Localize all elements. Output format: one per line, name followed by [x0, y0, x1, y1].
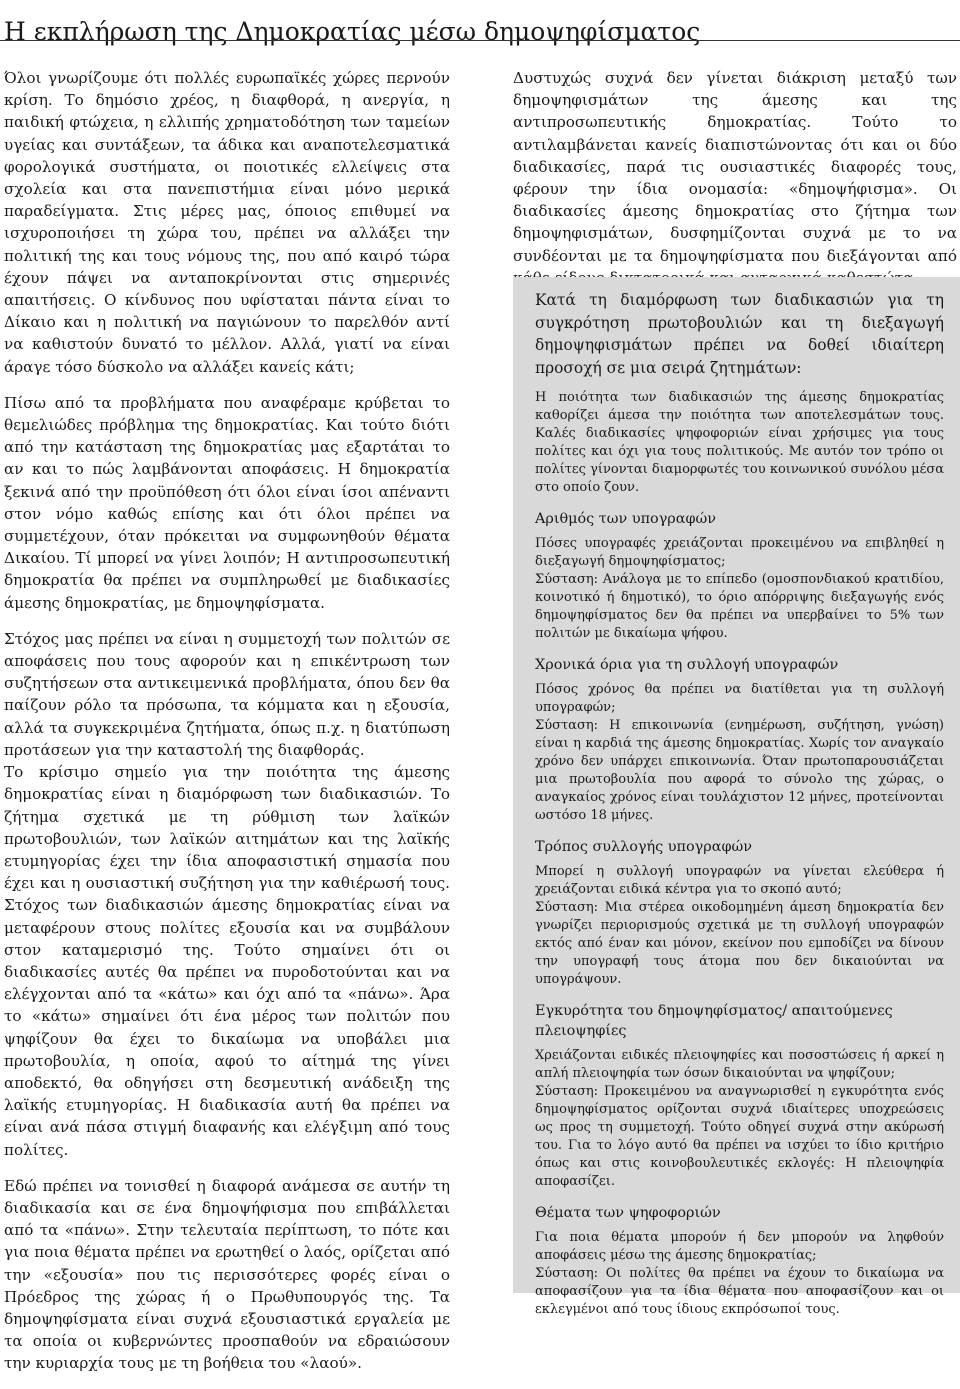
box-section-body: Μπορεί η συλλογή υπογραφών να γίνεται ελεύθερα ή χρειάζονται ειδικά κέντρα για το σκοπό αυτό; Σύσταση: Μια στέρεα οικοδομημένη άμεση δημοκρατία δεν γνωρίζει περιορισμούς σχετικά με τη συλλογή υπογραφών εκτός από έναν και μόνον, εκείνον που εμποδίζει να δίνουν την υπογραφή τους άτομα που δεν δικαιούνται να υπογράψουν. [535, 864, 944, 987]
right-paragraph-1: Δυστυχώς συχνά δεν γίνεται διάκριση μεταξύ των δημοψηφισμάτων της άμεσης και της αντιπροσωπευτικής δημοκρατίας. Τούτο το αντιλαμβάνεται κανείς διαπιστώνοντας ότι και οι δύο διαδικασίες, παρά τις ουσιαστικές διαφορές τους, φέρουν την ίδια ονομασία: «δημοψήφισμα». Οι διαδικασίες άμεσης δημοκρατίας στο ζήτημα των δημοψηφισμάτων, δυσφημίζονται συχνά με το να συνδέονται με τα δημοψηφίσματα που διεξάγονται από [513, 69, 957, 265]
page-title: Η εκπλήρωση της Δημοκρατίας μέσω δημοψηφίσματος [4, 16, 701, 46]
box-section-body: Πόσες υπογραφές χρειάζονται προκειμένου να επιβληθεί η διεξαγωγή δημοψηφίσματος; Σύσταση: Ανάλογα με το επίπεδο (ομοσπονδιακού κρατιδίου, κοινοτικό ή δημοτικό), το όριο απόρριψης διεξαγωγής ενός δημοψηφίσματος δεν θα πρέπει να υπερβαίνει το 5% των πολιτών με δικαίωμα ψήφου. [535, 536, 944, 641]
title-divider [0, 40, 960, 41]
box-section-heading: Τρόπος συλλογής υπογραφών [535, 839, 753, 855]
box-sections [535, 509, 944, 1319]
left-paragraph-3b: Το κρίσιμο σημείο για την ποιότητα της άμεσης δημοκρατίας είναι η διαμόρφωση των διαδικασιών. Το ζήτημα σχετικά με τη ρύθμιση των λαϊκών πρωτοβουλιών, των λαϊκών αιτημάτων και της λαϊκής ετυμηγορίας έχει την ίδια αποφασιστική σημασία που έχει και η ουσιαστική συζήτηση για την καθιέρωσή τους. Στόχος των διαδικασιών άμεσης δημοκρατίας είναι να μεταφέρουν στους πολίτες εξουσία και να συμβάλουν στον καταμερισμό της. Τούτο σημαίνει ότι οι διαδικασίες αυτές θα πρέπει να πυροδοτούνται και να ελέγχονται από τα «κάτω» και όχι από τα «πάνω». Άρα το «κάτω» σημαίνει ότι ένα μέρος των πολιτών που ψηφίζουν θα έχει το δικαίωμα να υποβάλει μια πρωτοβουλία, η οποία, αφού το αίτημά της γίνει αποδεκτό, θα οδηγήσει στη δεσμευτική ανάδειξη της λαϊκής ετυμηγορίας. Η διαδικασία αυτή θα πρέπει να είναι ανά πάσα στιγμή διαφανής και ελέγξιμη από τους πολίτες. [4, 763, 450, 1159]
left-paragraph-2: Πίσω από τα προβλήματα που αναφέραμε κρύβεται το θεμελιώδες πρόβλημα της δημοκρατίας. Και τούτο διότι από την κατάσταση της δημοκρατίας μας εξαρτάται το αν και το πώς λαμβάνονται αποφάσεις. Η δημοκρατία ξεκινά από την προϋπόθεση ότι όλοι είναι ίσοι απέναντι στον νόμο καθώς επίσης και ότι όλοι πρέπει να συμμετέχουν, όταν πρόκειται να συμφωνηθούν θέματα Δικαίου. Τί μπορεί να γίνει λοιπόν; Η αντιπροσωπευτική δημοκρατία θα πρέπει να συμπληρωθεί με διαδικασίες άμεσης δημοκρατίας, με δημοψηφίσματα. [4, 393, 450, 612]
left-paragraph-3a: Στόχος μας πρέπει να είναι η συμμετοχή των πολιτών σε αποφάσεις που τους αφορούν και η επικέντρωση των συζητήσεων στα αντικειμενικά προβλήματα, όπου δεν θα παίζουν ρόλο τα πρόσωπα, τα κόμματα και η εξουσία, αλλά τα συγκεκριμένα ζητήματα, όπως π.χ. η διατύπωση προτάσεων για την καταστολή της διαφθοράς. [4, 629, 450, 759]
box-section-body: Για ποια θέματα μπορούν ή δεν μπορούν να ληφθούν αποφάσεις μέσω της άμεσης δημοκρατίας; Σύσταση: Οι πολίτες θα πρέπει να έχουν το δικαίωμα να αποφασίζουν για τα ίδια θέματα που αποφασίζουν και οι εκλεγμένοι από τους ίδιους εκπρόσωποί τους. [535, 1230, 944, 1317]
box-intro-body: Η ποιότητα των διαδικασιών της άμεσης δημοκρατίας καθορίζει άμεσα την ποιότητα των αποτελεσμάτων τους. Καλές διαδικασίες ψηφοφοριών είναι χρήσιμες για τους πολίτες και όχι για τους πολιτικούς. Με αυτόν τον τρόπο οι πολίτες γίνονται διαμορφωτές του κοινωνικού συνόλου μέσα στο οποίο ζουν. [535, 390, 944, 495]
box-intro: Κατά τη διαμόρφωση των διαδικασιών για τη συγκρότηση πρωτοβουλιών και τη διεξαγωγή δημοψηφισμάτων πρέπει να δοθεί ιδιαίτερη προσοχή σε μια σειρά ζητημάτων: [535, 291, 944, 377]
procedures-sidebar-box [513, 277, 960, 1317]
box-section-heading: Χρονικά όρια για τη συλλογή υπογραφών [535, 657, 839, 673]
box-section-body: Πόσος χρόνος θα πρέπει να διατίθεται για τη συλλογή υπογραφών; Σύσταση: Η επικοινωνία (ενημέρωση, συζήτηση, γνώση) είναι η καρδιά της άμεσης δημοκρατίας. Χωρίς τον αναγκαίο χρόνο δεν υπάρχει επικοινωνία. Όταν πρωτοπαρουσιάζεται μια πρωτοβουλία που αφορά το σύνολο της χώρας, ο αναγκαίος χρόνος είναι τουλάχιστον 12 μήνες, προτείνονται ωστόσο 18 μήνες. [535, 682, 944, 823]
box-section-heading: Εγκυρότητα του δημοψηφίσματος/ απαιτούμενες πλειοψηφίες [535, 1003, 893, 1039]
left-paragraph-4: Εδώ πρέπει να τονισθεί η διαφορά ανάμεσα σε αυτήν τη διαδικασία και σε ένα δημοψήφισμα που επιβάλλεται από τα «πάνω». Στην τελευταία περίπτωση, το πότε και για ποια θέματα πρέπει να ερωτηθεί ο λαός, ορίζεται από την «εξουσία» που τις περισσότερες φορές είναι ο Πρόεδρος της χώρας ή ο Πρωθυπουργός της. Τα δημοψηφίσματα είναι συχνά εξουσιαστικά εργαλεία με τα οποία οι κυβερνώντες προσπαθούν να εδραιώσουν την κυριαρχία τους με τη βοήθεια του «λαού». [4, 1176, 450, 1373]
box-section-body: Χρειάζονται ειδικές πλειοψηφίες και ποσοστώσεις ή αρκεί η απλή πλειοψηφία των όσων δικαιούνται να ψηφίζουν; Σύσταση: Προκειμένου να αναγνωρισθεί η εγκυρότητα ενός δημοψηφίσματος ορίζονται συχνά ιδιαίτερες υποχρεώσεις ως προς τη συμμετοχή. Τούτο οδηγεί συχνά στην ακύρωσή του. Για το λόγο αυτό θα πρέπει να ισχύει το ίδιο κριτήριο όπως και στις κοινοβουλευτικές εκλογές: Η πλειοψηφία αποφασίζει. [535, 1048, 944, 1189]
box-section-heading: Θέματα των ψηφοφοριών [535, 1205, 721, 1221]
left-paragraph-1: Όλοι γνωρίζουμε ότι πολλές ευρωπαϊκές χώρες περνούν κρίση. Το δημόσιο χρέος, η διαφθορά, η ανεργία, η παιδική φτώχεια, η ελλιπής χρηματοδότηση των ταμείων υγείας και συντάξεων, τα άδικα και αναποτελεσματικά φορολογικά συστήματα, οι ποιοτικές ελλείψεις στα σχολεία και στα πανεπιστήμια είναι μόνο μερικά παραδείγματα. Στις μέρες μας, όποιος επιθυμεί να ισχυροποιήσει τη χώρα του, πρέπει να αλλάξει την πολιτική της και τους νόμους της, που από καιρό τώρα έχουν πάψει να ανταποκρίνονται στις σημερινές απαιτήσεις. Ο κίνδυνος που υφίσταται πάντα είναι το Δίκαιο και η πολιτική να παγιώνουν το παρελθόν αντί να καθιστούν δυνατό το μέλλον. Αλλά, γιατί να είναι άραγε τόσο δύσκολο να αλλάξει κανείς κάτι; [4, 69, 450, 376]
left-column [4, 67, 450, 1389]
right-column [513, 67, 957, 289]
box-section-heading: Αριθμός των υπογραφών [535, 511, 717, 527]
